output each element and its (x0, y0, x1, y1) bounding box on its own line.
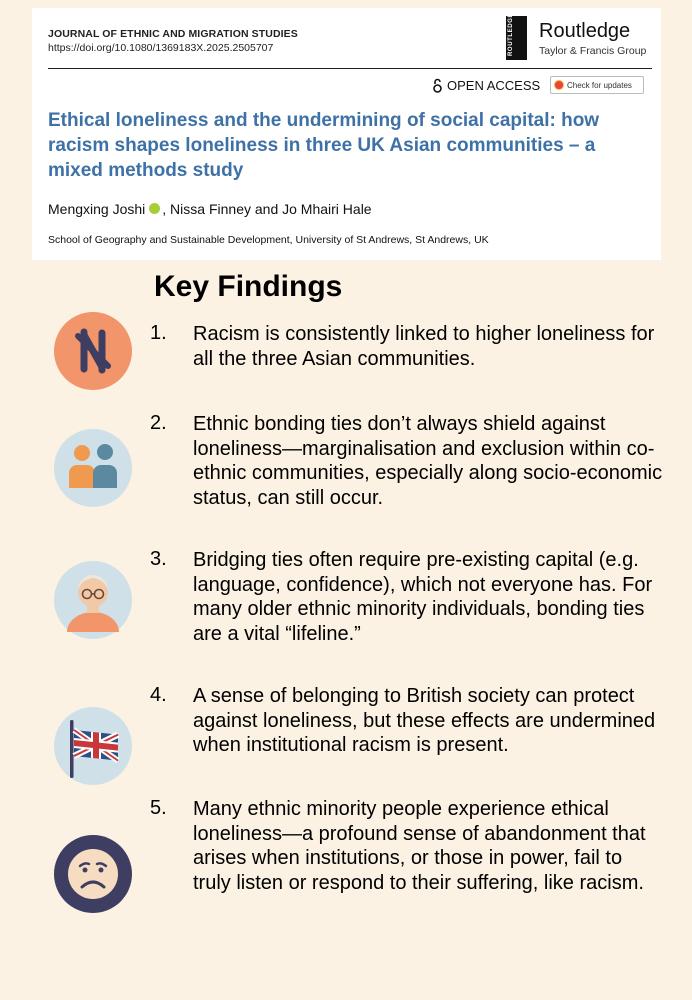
finding-1-text: Racism is consistently linked to higher loneliness for all the three Asian communities. (193, 323, 655, 370)
finding-3-text: Bridging ties often require pre-existing capital (e.g. language, confidence), which not everyone has. For many older ethnic minority individuals, bonding ties are a vital “lifeline.” (193, 549, 653, 645)
check-updates-icon (554, 80, 564, 90)
routledge-logo-mark (506, 12, 527, 60)
key-findings-heading: Key Findings (154, 270, 343, 303)
finding-3-number: 3. (150, 548, 167, 570)
publisher-name: Routledge (539, 20, 631, 42)
finding-2-text: Ethnic bonding ties don’t always shield against loneliness—marginalisation and exclusion within co-ethnic communities, especially along socio-economic status, can still occur. (193, 413, 663, 509)
open-access-badge (432, 78, 540, 93)
article-header-card (32, 8, 661, 260)
finding-4-number: 4. (150, 684, 167, 706)
author-others: , Nissa Finney and Jo Mhairi Hale (162, 201, 372, 217)
author-list (48, 201, 372, 217)
finding-2-number: 2. (150, 412, 167, 434)
british-flag-icon (53, 706, 133, 786)
finding-5-text: Many ethnic minority people experience ethical loneliness—a profound sense of abandonment that arises when institutions, or those in power, fail to truly listen or respond to their suffering, like racism. (193, 798, 646, 894)
affiliation: School of Geography and Sustainable Development, University of St Andrews, St Andrews, UK (48, 234, 489, 246)
finding-1-number: 1. (150, 322, 167, 344)
open-lock-icon (432, 78, 443, 93)
routledge-logo (506, 12, 656, 62)
sad-face-icon (53, 834, 133, 914)
article-title: Ethical loneliness and the undermining of social capital: how racism shapes loneliness in three UK Asian communities – a mixed methods study (48, 110, 600, 181)
open-access-label: OPEN ACCESS (447, 78, 541, 93)
journal-name: JOURNAL OF ETHNIC AND MIGRATION STUDIES (48, 28, 298, 40)
finding-4-text: A sense of belonging to British society can protect against loneliness, but these effects are undermined when institutional racism is present. (193, 685, 656, 756)
publisher-group: Taylor & Francis Group (539, 45, 647, 57)
two-people-icon (53, 428, 133, 508)
finding-5-number: 5. (150, 797, 167, 819)
doi-link[interactable]: https://doi.org/10.1080/1369183X.2025.2505707 (48, 42, 274, 54)
check-updates-label: Check for updates (567, 80, 632, 90)
logo-vertical-text: ROUTLEDGE (508, 12, 514, 56)
author-first[interactable]: Mengxing Joshi (48, 201, 146, 217)
older-person-icon (53, 560, 133, 640)
check-updates-button[interactable] (550, 76, 644, 94)
orcid-icon[interactable] (149, 203, 160, 214)
no-racism-icon (53, 311, 133, 391)
header-divider (48, 68, 652, 69)
